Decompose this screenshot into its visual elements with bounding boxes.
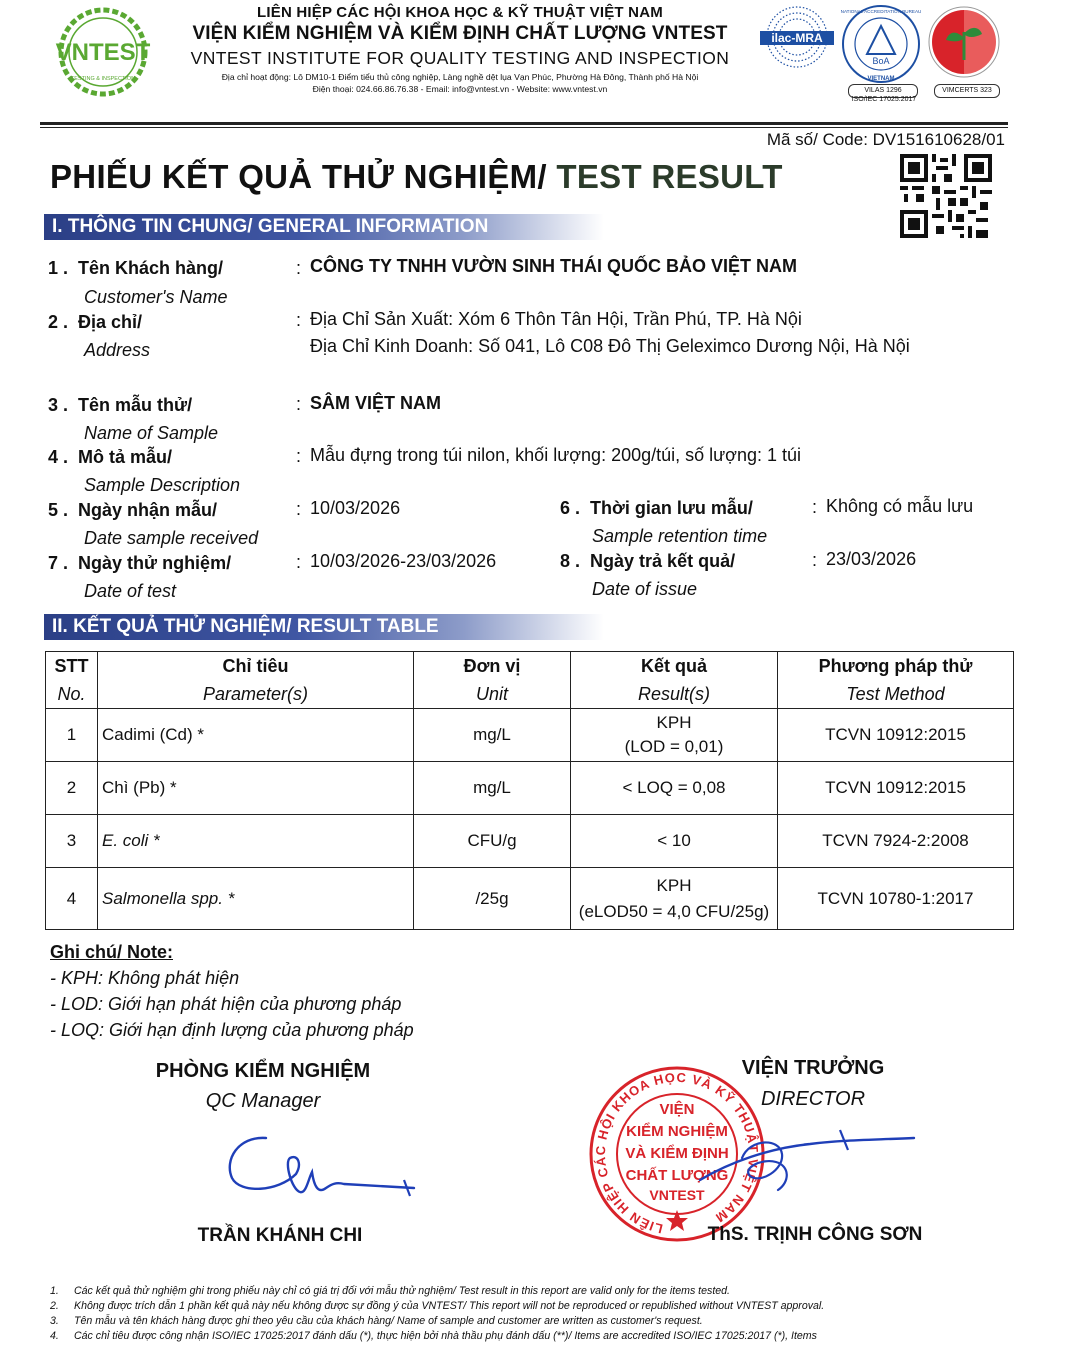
vntest-logo	[44, 6, 162, 98]
right-signature	[690, 1118, 930, 1208]
boa-logo	[840, 2, 922, 86]
info-colon: :	[812, 497, 818, 517]
info-received-sub: Date sample received	[84, 528, 259, 548]
right-signatory-name: ThS. TRỊNH CÔNG SƠN	[707, 1224, 923, 1245]
cell-parameter: E. coli *	[98, 815, 414, 868]
footer-note: 4. Các chỉ tiêu được công nhận ISO/IEC 17025:2017 đánh dấu (*), thực hiện bởi nhà thầu phụ đánh dấu (**)/ Items are accredited ISO/IEC 17025:2017 (*), Items	[50, 1330, 817, 1342]
info-issue-date-sub: Date of issue	[592, 579, 698, 599]
info-sample-desc-label: 4 . Mô tả mẫu/	[48, 447, 173, 467]
svg-text:KIỂM NGHIỆM: KIỂM NGHIỆM	[626, 1123, 728, 1140]
svg-text:BoA: BoA	[872, 56, 890, 66]
date-of-test: 10/03/2026-23/03/2026	[310, 551, 497, 571]
info-test-date-sub: Date of test	[84, 581, 177, 601]
info-issue-date-label: 8 . Ngày trả kết quả/	[560, 551, 736, 571]
svg-text:CHẤT LƯỢNG: CHẤT LƯỢNG	[625, 1167, 729, 1184]
cell-result: KPH (eLOD50 = 4,0 CFU/25g)	[571, 868, 778, 930]
address-business: Địa Chỉ Kinh Doanh: Số 041, Lô C08 Đô Thị Geleximco Dương Nội, Hà Nội	[310, 336, 910, 356]
svg-text:VÀ KIỂM ĐỊNH: VÀ KIỂM ĐỊNH	[625, 1145, 729, 1162]
institute-contact: Điện thoại: 024.66.86.76.38 - Email: info@vntest.vn - Website: www.vntest.vn	[312, 84, 608, 94]
cell-unit: mg/L	[414, 709, 571, 762]
title-vi: PHIẾU KẾT QUẢ THỬ NGHIỆM/	[50, 158, 547, 195]
date-received: 10/03/2026	[310, 498, 401, 518]
cell-parameter: Chì (Pb) *	[98, 762, 414, 815]
info-received-label: 5 . Ngày nhận mẫu/	[48, 500, 218, 520]
section-result-table: II. KẾT QUẢ THỬ NGHIỆM/ RESULT TABLE	[44, 614, 604, 640]
cell-unit: mg/L	[414, 762, 571, 815]
info-customer-sub: Customer's Name	[84, 287, 228, 307]
institute-name-en: VNTEST INSTITUTE FOR QUALITY TESTING AND INSPECTION	[190, 48, 730, 68]
vilas-label: VILAS 1296	[848, 84, 918, 98]
note-item: - LOQ: Giới hạn định lượng của phương pháp	[50, 1020, 414, 1040]
info-colon: :	[296, 310, 302, 330]
info-retention-sub: Sample retention time	[592, 526, 768, 546]
page-title	[50, 158, 783, 196]
sample-name: SÂM VIỆT NAM	[310, 393, 442, 413]
vimcerts-logo	[926, 4, 1002, 80]
left-signatory-name: TRẦN KHÁNH CHI	[197, 1225, 363, 1246]
svg-text:NATIONAL ACCREDITATION BUREAU: NATIONAL ACCREDITATION BUREAU	[840, 9, 922, 14]
customer-name: CÔNG TY TNHH VƯỜN SINH THÁI QUỐC BẢO VIỆT NAM	[310, 256, 797, 276]
svg-text:VNTEST: VNTEST	[55, 39, 151, 66]
iso-label: ISO/IEC 17025:2017	[851, 96, 917, 103]
cell-no: 2	[46, 762, 98, 815]
table-row	[46, 868, 1014, 930]
note-item: - LOD: Giới hạn phát hiện của phương pháp	[50, 994, 402, 1014]
title-en: TEST RESULT	[546, 158, 783, 195]
cell-unit: CFU/g	[414, 815, 571, 868]
svg-text:VIETNAM: VIETNAM	[867, 76, 895, 82]
col-header-unit: Đơn vị Unit	[414, 652, 571, 709]
report-code: Mã số/ Code: DV151610628/01	[766, 130, 1005, 149]
info-retention-label: 6 . Thời gian lưu mẫu/	[560, 498, 753, 518]
sample-retention: Không có mẫu lưu	[826, 496, 974, 516]
col-header-no: STT No.	[46, 652, 98, 709]
svg-text:LIÊN HIỆP CÁC HỘI KHOA HỌC VÀ: LIÊN HIỆP CÁC HỘI KHOA HỌC VÀ KỸ THUẬT VIỆT NAM	[592, 1069, 762, 1237]
info-sample-name-label: 3 . Tên mẫu thử/	[48, 395, 193, 415]
info-colon: :	[296, 446, 302, 466]
info-sample-desc-sub: Sample Description	[84, 475, 241, 495]
institute-name-vi: VIỆN KIỂM NGHIỆM VÀ KIỂM ĐỊNH CHẤT LƯỢNG VNTEST	[192, 23, 728, 44]
notes-title: Ghi chú/ Note:	[50, 942, 173, 962]
info-customer-label: 1 . Tên Khách hàng/	[48, 258, 224, 278]
cell-method: TCVN 10912:2015	[778, 709, 1014, 762]
date-of-issue: 23/03/2026	[826, 549, 917, 569]
cell-parameter: Cadimi (Cd) *	[98, 709, 414, 762]
cell-result: < LOQ = 0,08	[571, 762, 778, 815]
cell-no: 1	[46, 709, 98, 762]
footer-note: 1. Các kết quả thử nghiệm ghi trong phiếu này chỉ có giá trị đối với mẫu thử nghiệm/ Test result in this report are valid only for the items tested.	[50, 1285, 730, 1297]
cell-no: 4	[46, 868, 98, 930]
table-row	[46, 762, 1014, 815]
sample-description: Mẫu đựng trong túi nilon, khối lượng: 200g/túi, số lượng: 1 túi	[310, 445, 802, 465]
ilac-mra-logo	[756, 2, 838, 72]
info-colon: :	[296, 499, 302, 519]
left-signature	[218, 1130, 438, 1210]
institute-address: Địa chỉ hoạt động: Lô DM10-1 Điểm tiểu thủ công nghiệp, Làng nghề dệt lụa Vạn Phúc, Phường Hà Đông, Thành phố Hà Nội	[221, 72, 699, 82]
vimcerts-label: VIMCERTS 323	[934, 84, 1000, 98]
info-address-sub: Address	[84, 340, 151, 360]
svg-text:TESTING & INSPECTION: TESTING & INSPECTION	[70, 76, 136, 82]
svg-text:VIỆN: VIỆN	[659, 1101, 695, 1118]
right-signatory-role: DIRECTOR	[760, 1088, 866, 1110]
left-signatory-role: QC Manager	[205, 1090, 321, 1112]
table-row	[46, 815, 1014, 868]
info-colon: :	[296, 552, 302, 572]
cell-no: 3	[46, 815, 98, 868]
header-block	[160, 4, 760, 94]
address-production: Địa Chỉ Sản Xuất: Xóm 6 Thôn Tân Hội, Trần Phú, TP. Hà Nội	[310, 309, 802, 329]
info-colon: :	[296, 258, 302, 278]
union-name: LIÊN HIỆP CÁC HỘI KHOA HỌC & KỸ THUẬT VIỆT NAM	[257, 4, 663, 21]
footer-note: 2. Không được trích dẫn 1 phần kết quả này nếu không được sự đồng ý của VNTEST/ This report will not be reproduced or republished without VNTEST approval.	[50, 1300, 825, 1312]
svg-text:ilac-MRA: ilac-MRA	[771, 31, 823, 45]
qr-code-icon	[900, 154, 992, 238]
cell-method: TCVN 10912:2015	[778, 762, 1014, 815]
info-colon: :	[296, 394, 302, 414]
table-header-row	[46, 652, 1014, 709]
result-table	[45, 651, 1014, 930]
cell-result: KPH (LOD = 0,01)	[571, 709, 778, 762]
svg-text:VNTEST: VNTEST	[649, 1187, 705, 1203]
cell-method: TCVN 10780-1:2017	[778, 868, 1014, 930]
footer-note: 3. Tên mẫu và tên khách hàng được ghi theo yêu cầu của khách hàng/ Name of sample and customer are written as customer's request.	[50, 1315, 703, 1327]
cell-method: TCVN 7924-2:2008	[778, 815, 1014, 868]
info-address-label: 2 . Địa chỉ/	[48, 312, 143, 332]
cell-result: < 10	[571, 815, 778, 868]
left-signatory-title: PHÒNG KIỂM NGHIỆM	[155, 1060, 371, 1082]
cell-parameter: Salmonella spp. *	[98, 868, 414, 930]
right-signatory-title: VIỆN TRƯỞNG	[741, 1057, 885, 1079]
info-test-date-label: 7 . Ngày thử nghiệm/	[48, 553, 232, 573]
col-header-parameter: Chỉ tiêu Parameter(s)	[98, 652, 414, 709]
header-rule-thin	[40, 127, 1008, 128]
col-header-result: Kết quả Result(s)	[571, 652, 778, 709]
col-header-method: Phương pháp thử Test Method	[778, 652, 1014, 709]
header-rule	[40, 122, 1008, 125]
info-sample-name-sub: Name of Sample	[84, 423, 219, 443]
info-colon: :	[812, 550, 818, 570]
table-row	[46, 709, 1014, 762]
cell-unit: /25g	[414, 868, 571, 930]
section-general-info: I. THÔNG TIN CHUNG/ GENERAL INFORMATION	[44, 214, 604, 240]
note-item: - KPH: Không phát hiện	[50, 968, 240, 988]
